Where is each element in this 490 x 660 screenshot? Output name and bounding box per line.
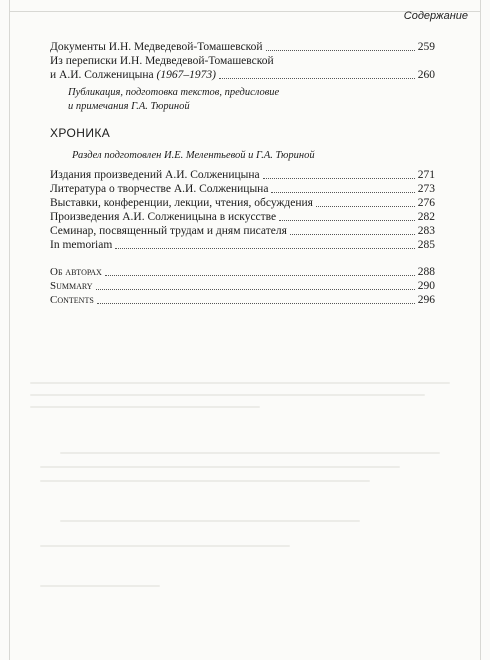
- credit-line: Публикация, подготовка текстов, предисловие: [68, 87, 280, 98]
- toc-entry[interactable]: [50, 265, 435, 279]
- leader-dots: [97, 302, 415, 304]
- toc-entry-page: 282: [417, 211, 435, 223]
- toc-entry-title: Литература о творчестве А.И. Солженицына: [50, 183, 269, 195]
- toc-entry-title: Выставки, конференции, лекции, чтения, обсуждения: [50, 197, 313, 209]
- toc-entry-page: 276: [417, 197, 435, 209]
- toc-entry-title: и А.И. Солженицына (1967–1973): [50, 69, 216, 81]
- toc-entry[interactable]: [50, 238, 435, 252]
- leader-dots: [290, 233, 415, 235]
- toc-entry[interactable]: [50, 168, 435, 182]
- leader-dots: [105, 274, 415, 276]
- toc-entry[interactable]: [50, 224, 435, 238]
- toc-entry[interactable]: [50, 40, 435, 54]
- toc-entry-page: 283: [417, 225, 435, 237]
- toc-entry-page: 273: [417, 183, 435, 195]
- toc-entry-title: Summary: [50, 280, 93, 292]
- credit-line: и примечания Г.А. Тюриной: [68, 101, 190, 112]
- toc-entry-title: Об авторах: [50, 266, 102, 278]
- toc-entry-page: 288: [417, 266, 435, 278]
- toc-entry[interactable]: [50, 196, 435, 210]
- toc-entry[interactable]: [50, 279, 435, 293]
- toc-entry-page: 260: [417, 69, 435, 81]
- leader-dots: [316, 205, 415, 207]
- leader-dots: [115, 247, 414, 249]
- toc-entry-page: 271: [417, 169, 435, 181]
- toc-entry-page: 285: [417, 239, 435, 251]
- leader-dots: [219, 77, 415, 79]
- toc-entry-page: 296: [417, 294, 435, 306]
- section-heading: ХРОНИКА: [50, 126, 111, 140]
- toc-entry-years: (1967–1973): [156, 69, 216, 81]
- toc-entry-title: Contents: [50, 294, 94, 306]
- toc-entry-title: Произведения А.И. Солженицына в искусстве: [50, 211, 277, 223]
- running-head: Содержание: [403, 10, 468, 22]
- section-note: Раздел подготовлен И.Е. Мелентьевой и Г.А. Тюриной: [72, 150, 315, 161]
- toc-entry-page: 259: [417, 41, 435, 53]
- leader-dots: [263, 177, 415, 179]
- leader-dots: [279, 219, 415, 221]
- toc-entry[interactable]: [50, 182, 435, 196]
- toc-entry[interactable]: [50, 293, 435, 307]
- toc-entry-title: Издания произведений А.И. Солженицына: [50, 169, 260, 181]
- toc-entry[interactable]: [50, 68, 435, 82]
- toc-entry-title: Семинар, посвященный трудам и дням писателя: [50, 225, 287, 237]
- toc-entry-title: Документы И.Н. Медведевой-Томашевской: [50, 41, 263, 53]
- page-edge: [9, 0, 481, 660]
- toc-entry-title[interactable]: Из переписки И.Н. Медведевой-Томашевской: [50, 55, 274, 67]
- leader-dots: [96, 288, 415, 290]
- toc-entry-title: In memoriam: [50, 239, 113, 251]
- leader-dots: [271, 191, 414, 193]
- leader-dots: [266, 49, 415, 51]
- toc-entry-page: 290: [417, 280, 435, 292]
- toc-entry[interactable]: [50, 210, 435, 224]
